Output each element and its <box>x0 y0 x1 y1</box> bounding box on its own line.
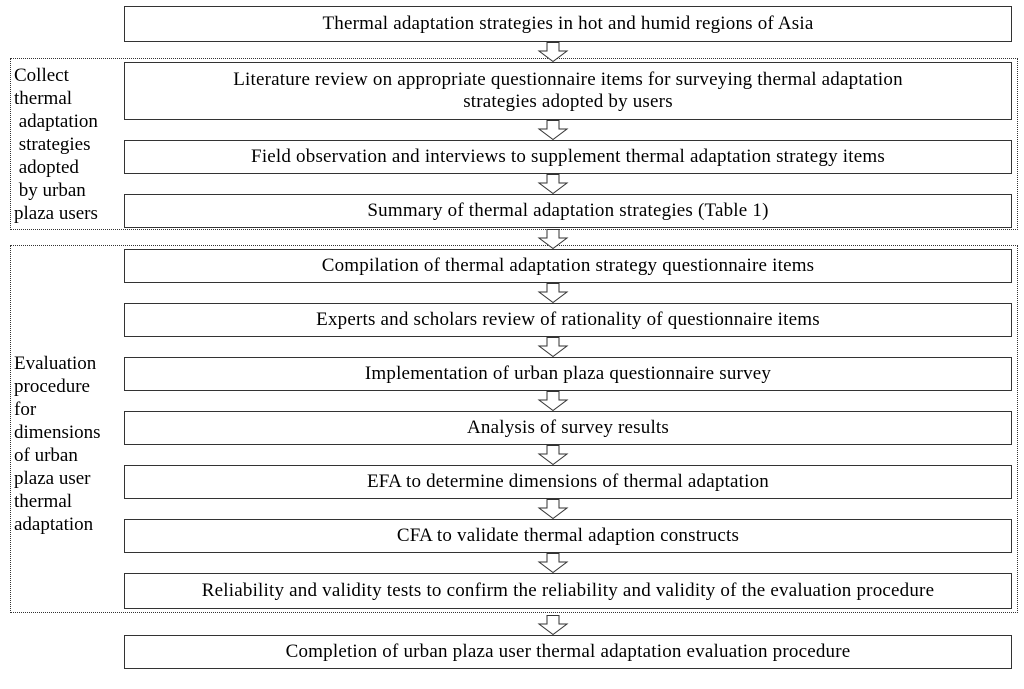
arrow-down-icon <box>537 229 569 249</box>
step-analysis-results: Analysis of survey results <box>124 411 1012 445</box>
step-reliability-validity: Reliability and validity tests to confirm the reliability and validity of the evaluation procedure <box>124 573 1012 609</box>
group-collect-label: Collect thermal adaptation strategies adopted by urban plaza users <box>14 65 98 224</box>
step-field-observation: Field observation and interviews to supplement thermal adaptation strategy items <box>124 140 1012 174</box>
title-box: Thermal adaptation strategies in hot and humid regions of Asia <box>124 6 1012 42</box>
final-box: Completion of urban plaza user thermal adaptation evaluation procedure <box>124 635 1012 669</box>
step-summary-strategies: Summary of thermal adaptation strategies (Table 1) <box>124 194 1012 228</box>
arrow-down-icon <box>537 337 569 357</box>
arrow-down-icon <box>537 445 569 465</box>
step-expert-review: Experts and scholars review of rationality of questionnaire items <box>124 303 1012 337</box>
arrow-down-icon <box>537 174 569 194</box>
arrow-down-icon <box>537 615 569 635</box>
arrow-down-icon <box>537 283 569 303</box>
arrow-down-icon <box>537 499 569 519</box>
step-literature-review: Literature review on appropriate questionnaire items for surveying thermal adaptation strategies adopted by users <box>124 62 1012 120</box>
step-efa: EFA to determine dimensions of thermal adaptation <box>124 465 1012 499</box>
arrow-down-icon <box>537 120 569 140</box>
step-questionnaire-survey: Implementation of urban plaza questionnaire survey <box>124 357 1012 391</box>
arrow-down-icon <box>537 553 569 573</box>
step-cfa: CFA to validate thermal adaption constructs <box>124 519 1012 553</box>
group-evaluation-label: Evaluation procedure for dimensions of urban plaza user thermal adaptation <box>14 353 101 535</box>
arrow-down-icon <box>537 42 569 62</box>
arrow-down-icon <box>537 391 569 411</box>
step-compilation-items: Compilation of thermal adaptation strategy questionnaire items <box>124 249 1012 283</box>
